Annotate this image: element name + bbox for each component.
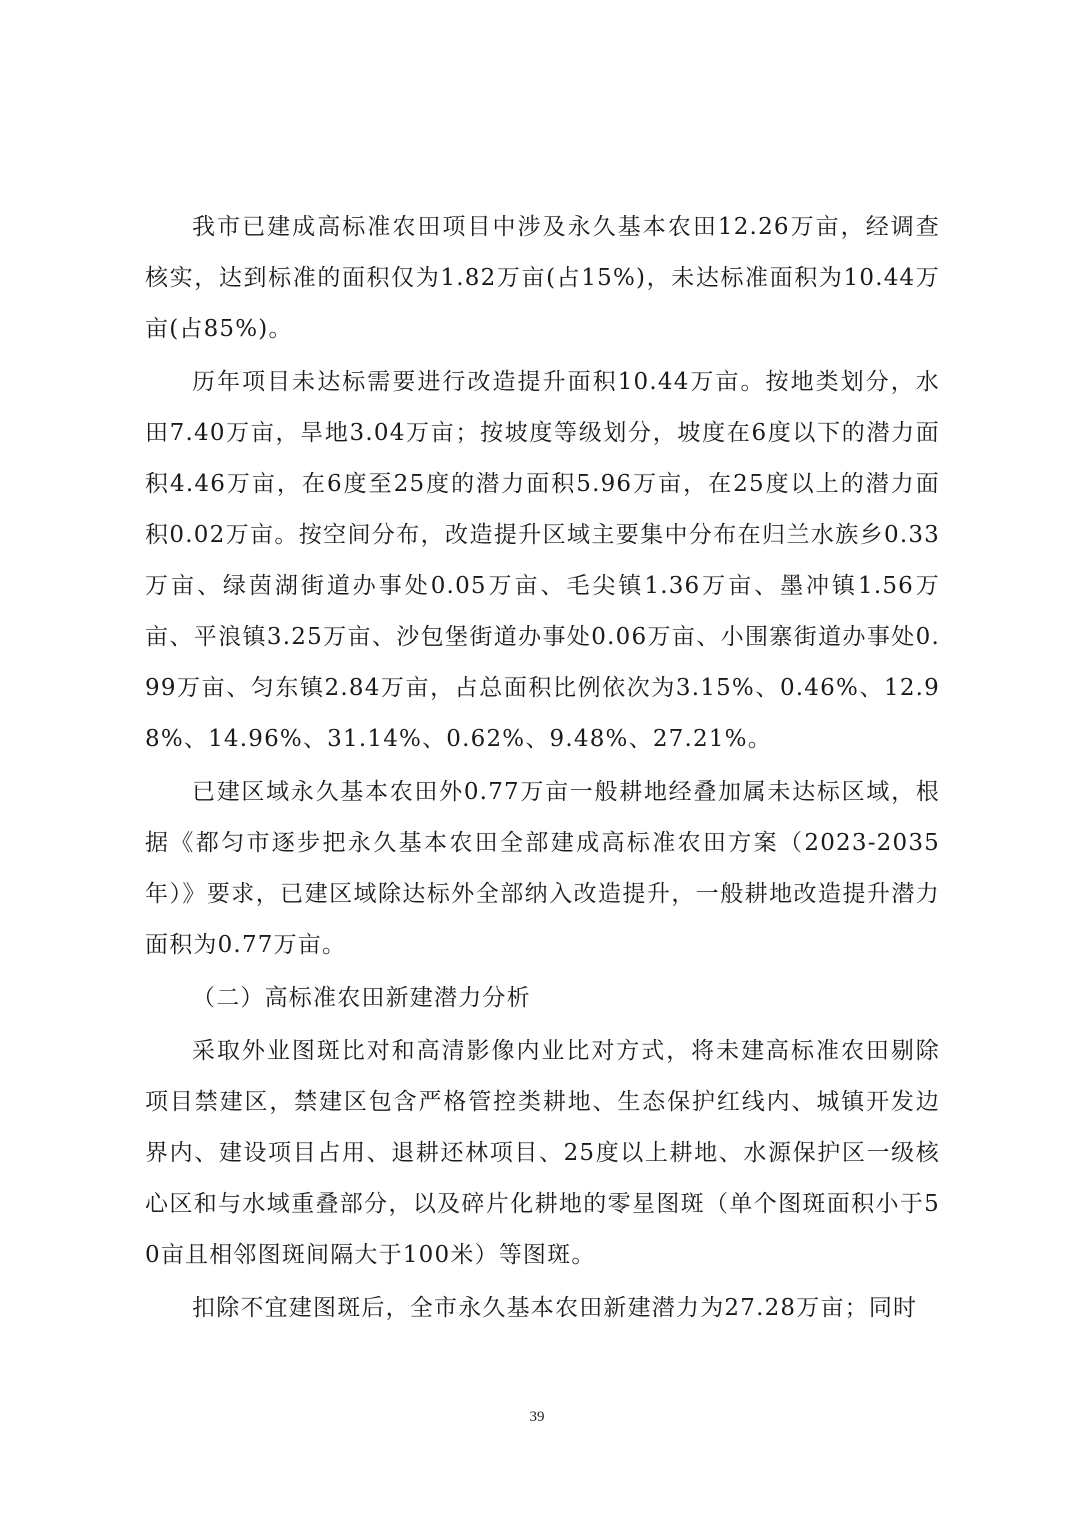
paragraph-3: 已建区域永久基本农田外0.77万亩一般耕地经叠加属未达标区域，根据《都匀市逐步把永久基本农田全部建成高标准农田方案（2023-2035年）》要求，已建区域除达标外全部纳入改造提升，一般耕地改造提升潜力面积为0.77万亩。 xyxy=(145,779,940,958)
paragraph-4: 采取外业图斑比对和高清影像内业比对方式，将未建高标准农田剔除项目禁建区，禁建区包含严格管控类耕地、生态保护红线内、城镇开发边界内、建设项目占用、退耕还林项目、25度以上耕地、水源保护区一级核心区和与水域重叠部分，以及碎片化耕地的零星图斑（单个图斑面积小于50亩且相邻图斑间隔大于100米）等图斑。 xyxy=(145,1038,940,1268)
paragraph-2: 历年项目未达标需要进行改造提升面积10.44万亩。按地类划分，水田7.40万亩，旱地3.04万亩；按坡度等级划分，坡度在6度以下的潜力面积4.46万亩，在6度至25度的潜力面积5.96万亩，在25度以上的潜力面积0.02万亩。按空间分布，改造提升区域主要集中分布在归兰水族乡0.33万亩、绿茵湖街道办事处0.05万亩、毛尖镇1.36万亩、墨冲镇1.56万亩、平浪镇3.25万亩、沙包堡街道办事处0.06万亩、小围寨街道办事处0.99万亩、匀东镇2.84万亩，占总面积比例依次为3.15%、0.46%、12.98%、14.96%、31.14%、0.62%、9.48%、27.21%。 xyxy=(145,369,940,752)
page-number: 39 xyxy=(529,1409,545,1425)
paragraph-5: 扣除不宜建图斑后，全市永久基本农田新建潜力为27.28万亩；同时 xyxy=(192,1295,918,1321)
body-text xyxy=(145,202,940,1336)
paragraph-1: 我市已建成高标准农田项目中涉及永久基本农田12.26万亩，经调查核实，达到标准的面积仅为1.82万亩(占15%)，未达标准面积为10.44万亩(占85%)。 xyxy=(145,214,940,342)
section-heading: （二）高标准农田新建潜力分析 xyxy=(192,985,531,1011)
